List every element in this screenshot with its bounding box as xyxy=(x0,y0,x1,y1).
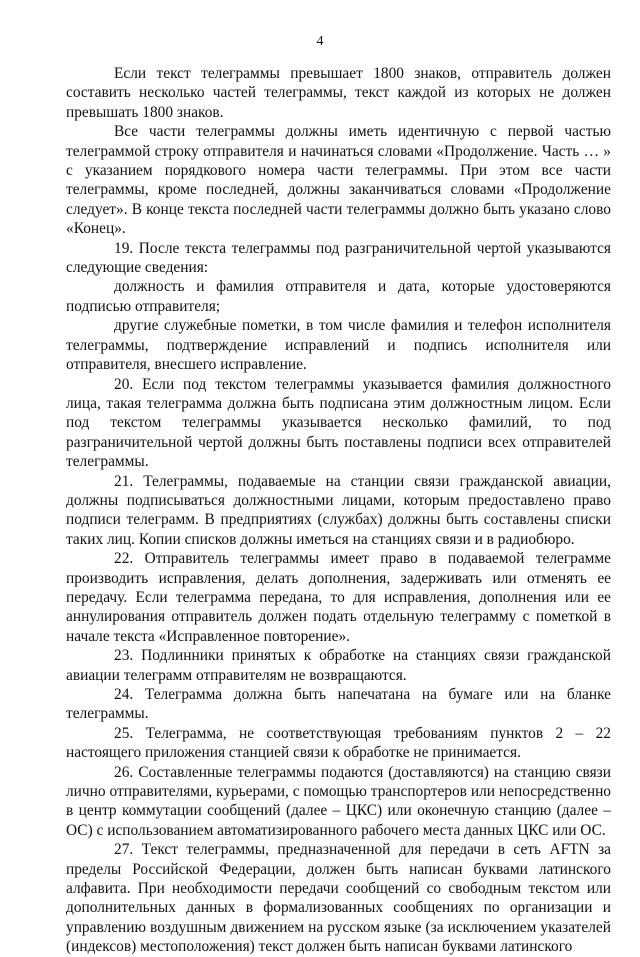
paragraph: 27. Текст телеграммы, предназначенной для передачи в сеть AFTN за пределы Российской Федерации, должен быть написан буквами латинского алфавита. При необходимости передачи сообщений со свободным текстом или дополнительных данных в формализованных сообщениях по организации и управлению воздушным движением на русском языке (за исключением указателей (индексов) местоположения) текст должен быть написан буквами латинского xyxy=(66,841,611,956)
paragraph: Все части телеграммы должны иметь идентичную с первой частью телеграммой строку отправителя и начинаться словами «Продолжение. Часть … » с указанием порядкового номера части телеграммы. При этом все части телеграммы, кроме последней, должны заканчиваться словами «Продолжение следует». В конце текста последней части телеграммы должно быть указано слово «Конец». xyxy=(66,123,611,238)
paragraph: 26. Составленные телеграммы подаются (доставляются) на станцию связи лично отправителями, курьерами, с помощью транспортеров или непосредственно в центр коммутации сообщений (далее – ЦКС) или оконечную станцию (далее – ОС) с использованием автоматизированного рабочего места данных ЦКС или ОС. xyxy=(66,763,611,839)
paragraph: должность и фамилия отправителя и дата, которые удостоверяются подписью отправителя; xyxy=(66,278,611,315)
document-body xyxy=(66,64,611,957)
paragraph: 23. Подлинники принятых к обработке на станциях связи гражданской авиации телеграмм отправителям не возвращаются. xyxy=(66,647,611,684)
paragraph: 25. Телеграмма, не соответствующая требованиям пунктов 2 – 22 настоящего приложения станцией связи к обработке не принимается. xyxy=(66,724,611,762)
paragraph: 24. Телеграмма должна быть напечатана на бумаге или на бланке телеграммы. xyxy=(66,686,611,723)
page-number: 4 xyxy=(316,34,324,49)
paragraph: другие служебные пометки, в том числе фамилия и телефон исполнителя телеграммы, подтверждение исправлений и подпись исполнителя или отправителя, внесшего исправление. xyxy=(66,317,611,374)
paragraph: Если текст телеграммы превышает 1800 знаков, отправитель должен составить несколько частей телеграммы, текст каждой из которых не должен превышать 1800 знаков. xyxy=(66,65,611,121)
paragraph: 20. Если под текстом телеграммы указывается фамилия должностного лица, такая телеграмма должна быть подписана этим должностным лицом. Если под текстом телеграммы указывается несколько фамилий, то под разграничительной чертой должны быть поставлены подписи всех отправителей телеграммы. xyxy=(66,375,611,471)
paragraph: 19. После текста телеграммы под разграничительной чертой указываются следующие сведения: xyxy=(66,239,611,277)
paragraph: 22. Отправитель телеграммы имеет право в подаваемой телеграмме производить исправления, делать дополнения, задерживать или отменять ее передачу. Если телеграмма передана, то для исправления, дополнения или ее аннулирования отправитель должен подать отдельную телеграмму с пометкой в начале текста «Исправленное повторение». xyxy=(66,550,611,645)
paragraph: 21. Телеграммы, подаваемые на станции связи гражданской авиации, должны подписываться должностными лицами, которым предоставлено право подписи телеграмм. В предприятиях (службах) должны быть составлены списки таких лиц. Копии списков должны иметься на станциях связи и в радиобюро. xyxy=(66,472,611,548)
